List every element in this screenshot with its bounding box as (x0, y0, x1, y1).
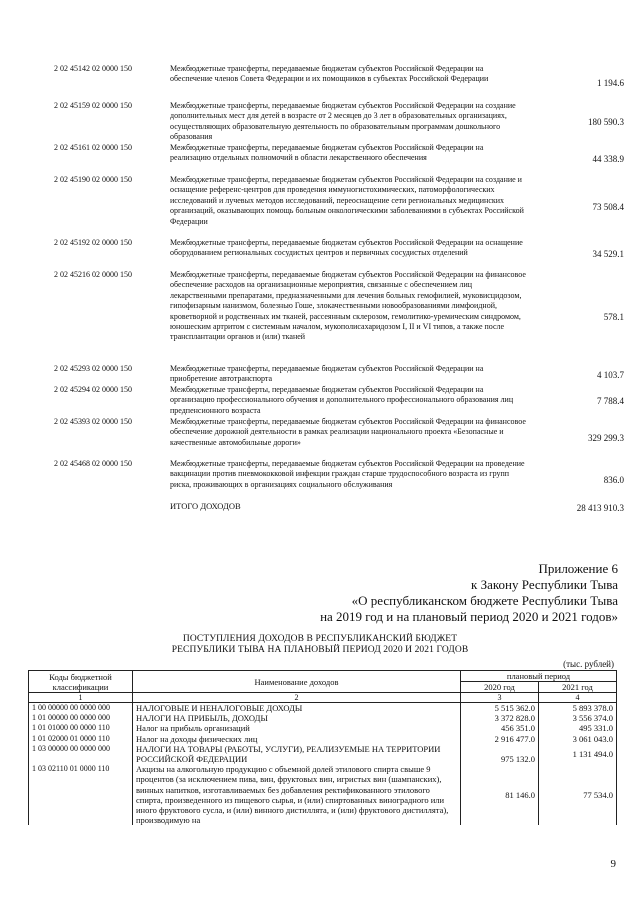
revenue-name: НАЛОГИ НА ТОВАРЫ (РАБОТЫ, УСЛУГИ), РЕАЛИЗУЕМЫЕ НА ТЕРРИТОРИИ РОССИЙСКОЙ ФЕДЕРАЦИИ (133, 744, 461, 764)
revenue-name: НАЛОГОВЫЕ И НЕНАЛОГОВЫЕ ДОХОДЫ (133, 703, 461, 714)
revenue-amount: 578.1 (603, 312, 624, 322)
budget-code: 1 01 01000 00 0000 110 (29, 723, 133, 733)
budget-code: 1 01 00000 00 0000 000 (29, 713, 133, 723)
revenue-name: Межбюджетные трансферты, передаваемые бюджетам субъектов Российской Федерации на проведение вакцинации против пневмококковой инфекции граждан старше трудоспособного возраста из групп риска, проживающих в организациях социального обслуживания (170, 459, 525, 489)
revenue-amount: 44 338.9 (592, 154, 624, 164)
table-row (29, 764, 617, 825)
table-row (54, 143, 624, 175)
appendix-line: «О республиканском бюджете Республики Тыва (351, 593, 618, 608)
revenue-name: НАЛОГИ НА ПРИБЫЛЬ, ДОХОДЫ (133, 713, 461, 723)
amount-2020: 81 146.0 (461, 764, 539, 825)
revenue-name: Межбюджетные трансферты, передаваемые бюджетам субъектов Российской Федерации на приобретение автотранспорта (170, 364, 484, 384)
amount-2021: 495 331.0 (539, 723, 617, 733)
appendix-number: Приложение 6 (538, 561, 618, 576)
document-title-line: РЕСПУБЛИКИ ТЫВА НА ПЛАНОВЫЙ ПЕРИОД 2020 И 2021 ГОДОВ (171, 645, 469, 655)
budget-code: 2 02 45216 02 0000 150 (54, 270, 132, 279)
header-codes: Коды бюджетной классификации (29, 671, 133, 693)
table-row (54, 64, 624, 101)
revenue-amount: 34 529.1 (592, 249, 624, 259)
revenue-amount: 73 508.4 (592, 201, 624, 212)
total-row (54, 501, 624, 513)
page-number: 9 (610, 858, 616, 870)
budget-code: 1 01 02000 01 0000 110 (29, 734, 133, 744)
budget-code: 2 02 45192 02 0000 150 (54, 238, 132, 247)
table-row (54, 417, 624, 459)
column-number: 1 (29, 693, 133, 703)
revenue-name: Межбюджетные трансферты, передаваемые бюджетам субъектов Российской Федерации на организацию профессионального обучения и дополнительного профессионального образования лиц предпенсионного возраста (170, 385, 514, 415)
table-row (54, 175, 624, 238)
budget-code: 2 02 45294 02 0000 150 (54, 385, 132, 394)
unit-label: (тыс. рублей) (563, 659, 614, 669)
appendix-line: на 2019 год и на плановый период 2020 и 2021 годов» (320, 609, 618, 624)
budget-code: 2 02 45159 02 0000 150 (54, 101, 132, 110)
revenue-amount: 1 194.6 (597, 77, 624, 88)
amount-2020: 975 132.0 (461, 744, 539, 764)
amount-2020: 2 916 477.0 (461, 734, 539, 744)
budget-code: 2 02 45142 02 0000 150 (54, 64, 132, 73)
revenue-name: Межбюджетные трансферты, передаваемые бюджетам субъектов Российской Федерации на обеспечение членов Совета Федерации и их помощников в субъектах Российской Федерации (170, 64, 489, 84)
amount-2021: 77 534.0 (539, 764, 617, 825)
header-period: плановый период (461, 671, 617, 682)
amount-2021: 3 556 374.0 (539, 713, 617, 723)
revenue-name: Налог на прибыль организаций (133, 723, 461, 733)
table-row (54, 101, 624, 143)
revenue-amount: 4 103.7 (597, 369, 624, 380)
revenue-amount: 7 788.4 (597, 396, 624, 406)
revenue-name: Налог на доходы физических лиц (133, 734, 461, 744)
budget-code: 2 02 45393 02 0000 150 (54, 417, 132, 426)
revenue-amount: 836.0 (603, 475, 624, 485)
budget-code: 1 03 02110 01 0000 110 (29, 764, 133, 825)
revenue-amount: 180 590.3 (588, 117, 624, 127)
column-number: 2 (133, 693, 461, 703)
revenue-name: Межбюджетные трансферты, передаваемые бюджетам субъектов Российской Федерации на финансовое обеспечение расходов на организационные мероприятия, связанные с обеспечением лиц лекарственными препаратами, предназначенными для лечения больных гемофилией, муковисцидозом, гипофизарным нанизмом, болезнью Гоше, злокачественными новообразованиями лимфоидной, кроветворной и родственных им тканей, рассеянным склерозом, гемолитико-уремическим синдромом, юношеским артритом с системным началом, мукополисахаридозом I, II и VI типов, а также после трансплантации органов и (или) тканей (170, 270, 526, 342)
column-number: 3 (461, 693, 539, 703)
total-amount: 28 413 910.3 (576, 503, 624, 513)
budget-code: 1 03 00000 00 0000 000 (29, 744, 133, 764)
table-row (54, 364, 624, 385)
revenue-name: Межбюджетные трансферты, передаваемые бюджетам субъектов Российской Федерации на оснащение оборудованием региональных сосудистых центров и первичных сосудистых отделений (170, 238, 523, 258)
amount-2021: 1 131 494.0 (539, 744, 617, 764)
appendix-line: к Закону Республики Тыва (471, 577, 618, 592)
column-number: 4 (539, 693, 617, 703)
amount-2020: 456 351.0 (461, 723, 539, 733)
amount-2021: 3 061 043.0 (539, 734, 617, 744)
budget-code: 1 00 00000 00 0000 000 (29, 703, 133, 714)
budget-code: 2 02 45468 02 0000 150 (54, 459, 132, 468)
revenue-table-continued (54, 64, 624, 513)
header-2021: 2021 год (539, 682, 617, 693)
total-label: ИТОГО ДОХОДОВ (170, 501, 241, 511)
revenue-name: Межбюджетные трансферты, передаваемые бюджетам субъектов Российской Федерации на реализацию отдельных полномочий в области лекарственного обеспечения (170, 143, 484, 163)
amount-2020: 3 372 828.0 (461, 713, 539, 723)
document-title (150, 634, 490, 656)
revenue-amount: 329 299.3 (588, 433, 624, 443)
revenue-name: Межбюджетные трансферты, передаваемые бюджетам субъектов Российской Федерации на финансовое обеспечение дорожной деятельности в рамках реализации национального проекта «Безопасные и качественные автомобильные дороги» (170, 417, 526, 447)
table-row (54, 385, 624, 417)
header-name: Наименование доходов (133, 671, 461, 693)
table-row (54, 459, 624, 501)
table-row (29, 723, 617, 733)
table-row (54, 238, 624, 270)
header-2020: 2020 год (461, 682, 539, 693)
revenue-name: Акцизы на алкогольную продукцию с объемной долей этилового спирта свыше 9 процентов (за исключением пива, вин, фруктовых вин, игристых вин (шампанских), винных напитков, изготавливаемых без добавления ректификованного этилового спирта, произведенного из пищевого сырья, и (или) спиртованных виноградного или иного фруктового сусла, и (или) винного дистиллята, и (или) фруктового дистиллята), производимую на (133, 764, 461, 825)
amount-2021: 5 893 378.0 (539, 703, 617, 714)
planned-revenue-table (28, 670, 617, 825)
revenue-name: Межбюджетные трансферты, передаваемые бюджетам субъектов Российской Федерации на создание и оснащение референс-центров для проведения иммуногистохимических, патоморфологических исследований и лучевых методов исследований, переоснащение сети региональных медицинских организаций, оказывающих помощь больным онкологическими заболеваниями в субъектах Российской Федерации (170, 175, 524, 226)
budget-code: 2 02 45293 02 0000 150 (54, 364, 132, 373)
table-row (54, 270, 624, 364)
table-row (29, 713, 617, 723)
table-row (29, 734, 617, 744)
document-title-line: ПОСТУПЛЕНИЯ ДОХОДОВ В РЕСПУБЛИКАНСКИЙ БЮДЖЕТ (182, 634, 458, 644)
table-row (29, 703, 617, 714)
budget-code: 2 02 45161 02 0000 150 (54, 143, 132, 152)
table-row (29, 744, 617, 764)
budget-code: 2 02 45190 02 0000 150 (54, 175, 132, 184)
appendix-header (320, 561, 618, 625)
amount-2020: 5 515 362.0 (461, 703, 539, 714)
revenue-name: Межбюджетные трансферты, передаваемые бюджетам субъектов Российской Федерации на создание дополнительных мест для детей в возрасте от 2 месяцев до 3 лет в образовательных организациях, осуществляющих образовательную деятельность по образовательным программам дошкольного образования (170, 101, 516, 142)
